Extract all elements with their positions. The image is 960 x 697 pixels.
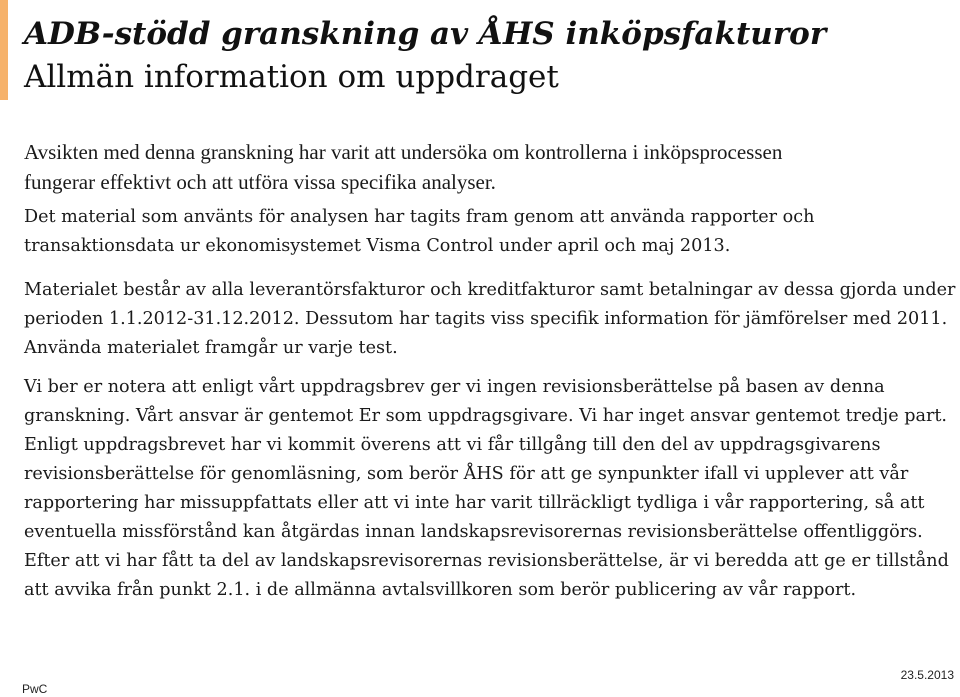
page-title: ADB-stödd granskning av ÅHS inköpsfakturor: [24, 16, 827, 52]
material-paragraph: Det material som använts för analysen har tagits fram genom att använda rapporter och transaktionsdata ur ekonomisystemet Visma Control under april och maj 2013.: [24, 207, 815, 256]
intro-paragraph: Avsikten med denna granskning har varit att undersöka om kontrollerna i inköpsprocessen fungerar effektivt och att utföra vissa specifika analyser.: [24, 140, 783, 194]
footer-brand: PwC: [22, 682, 48, 696]
scope-paragraph: Materialet består av alla leverantörsfakturor och kreditfakturor samt betalningar av dessa gjorda under perioden 1.1.2012-31.12.2012. Dessutom har tagits viss specifik information för jämförelser med 2011. Använda materialet framgår ur varje test.: [24, 280, 956, 358]
accent-bar: [0, 0, 8, 100]
footer-date: 23.5.2013: [900, 668, 954, 682]
responsibility-paragraph: Vi ber er notera att enligt vårt uppdragsbrev ger vi ingen revisionsberättelse på basen av denna granskning. Vårt ansvar är gentemot Er som uppdragsgivare. Vi har inget ansvar gentemot tredje part. Enligt uppdragsbrevet har vi kommit överens att vi får tillgång till den del av uppdragsgivarens revisionsberättelse för genomläsning, som berör ÅHS för att ge synpunkter ifall vi upplever att vår rapportering har missuppfattats eller att vi inte har varit tillräckligt tydliga i vår rapportering, så att eventuella missförstånd kan åtgärdas innan landskapsrevisorernas revisionsberättelse offentliggörs. Efter att vi har fått ta del av landskapsrevisorernas revisionsberättelse, är vi beredda att ge er tillstånd att avvika från punkt 2.1. i de allmänna avtalsvillkoren som berör publicering av vår rapport.: [24, 377, 949, 600]
page-subtitle: Allmän information om uppdraget: [24, 59, 559, 95]
